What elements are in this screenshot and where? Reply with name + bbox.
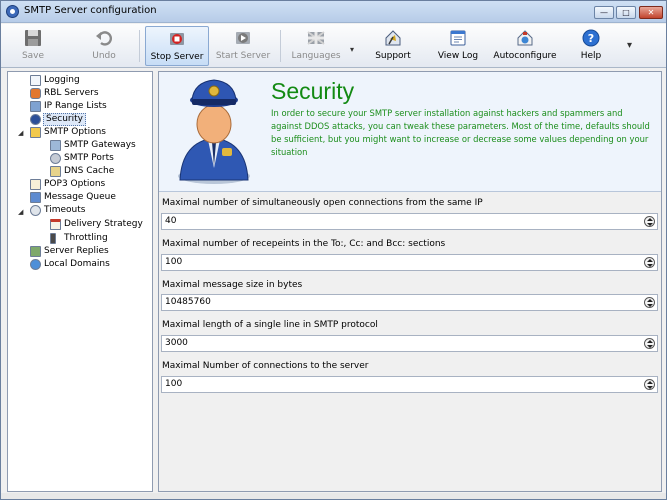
tree-item-label: Logging [44, 75, 80, 85]
main-panel [158, 71, 662, 492]
calendar-icon [50, 219, 61, 230]
stop-server-icon [168, 30, 186, 48]
spinner-icon[interactable] [644, 379, 655, 390]
toolbar-separator [280, 30, 281, 62]
max-line-length-field[interactable] [161, 335, 658, 352]
navigation-tree [7, 71, 153, 492]
autoconfigure-icon [516, 29, 534, 47]
tree-item-label: DNS Cache [64, 166, 115, 176]
tree-item-label: SMTP Options [44, 127, 106, 137]
support-label: Support [375, 51, 411, 61]
save-label: Save [21, 51, 45, 61]
tree-item-label: RBL Servers [44, 88, 99, 98]
view-log-button[interactable] [435, 26, 481, 66]
field-label-connections-per-ip: Maximal number of simultaneously open connections from the same IP [162, 198, 483, 208]
dns-icon [50, 166, 61, 177]
field-label-max-recipients: Maximal number of recepeints in the To:, Cc: and Bcc: sections [162, 239, 446, 249]
view-log-label: View Log [437, 51, 479, 61]
clock-icon [30, 205, 41, 216]
reply-icon [30, 246, 41, 257]
tree-item-label: Local Domains [44, 259, 110, 269]
svg-text:?: ? [587, 32, 595, 45]
tree-expander[interactable]: ◢ [18, 129, 24, 137]
undo-button[interactable] [82, 26, 126, 66]
stop-server-button[interactable] [145, 26, 209, 66]
tree-item-label: POP3 Options [44, 179, 106, 189]
tree-item-label: Delivery Strategy [64, 219, 143, 229]
flag-icon [307, 29, 325, 47]
tree-item-label: Server Replies [44, 246, 109, 256]
languages-label: Languages [291, 51, 341, 61]
tree-item-label: Timeouts [44, 205, 86, 215]
title-bar[interactable] [1, 1, 666, 23]
window-title: SMTP Server configuration [24, 5, 157, 16]
toolbar-overflow-arrow[interactable]: ▾ [627, 40, 633, 51]
tree-item-label: Security [43, 113, 86, 126]
page-title: Security [271, 78, 355, 104]
status-bar [1, 493, 666, 499]
help-button[interactable] [572, 26, 610, 66]
police-icon [30, 114, 41, 125]
help-label: Help [580, 51, 602, 61]
spinner-icon[interactable] [644, 297, 655, 308]
field-value: 40 [165, 216, 177, 226]
gateway-icon [50, 140, 61, 151]
autoconfigure-button[interactable] [493, 26, 557, 66]
max-connections-field[interactable] [161, 376, 658, 393]
undo-icon [95, 29, 113, 47]
support-button[interactable] [371, 26, 415, 66]
spinner-icon[interactable] [644, 338, 655, 349]
start-server-label: Start Server [215, 51, 271, 61]
field-value: 100 [165, 257, 183, 267]
field-label-max-message-size: Maximal message size in bytes [162, 280, 303, 290]
maximize-button[interactable]: □ [616, 6, 636, 19]
undo-label: Undo [92, 51, 116, 61]
ports-icon [50, 153, 61, 164]
globe-icon [30, 259, 41, 270]
queue-icon [30, 192, 41, 203]
field-value: 10485760 [165, 297, 211, 307]
app-icon [6, 5, 19, 18]
police-officer-icon [174, 76, 254, 186]
network-icon [30, 101, 41, 112]
start-server-icon [234, 29, 252, 47]
spinner-icon[interactable] [644, 216, 655, 227]
tree-item-label: SMTP Gateways [64, 140, 136, 150]
help-icon [582, 29, 600, 47]
languages-dropdown-arrow[interactable]: ▾ [350, 45, 355, 54]
minimize-button[interactable]: — [594, 6, 614, 19]
throttle-icon [50, 233, 56, 244]
floppy-disk-icon [24, 29, 42, 47]
max-recipients-field[interactable] [161, 254, 658, 271]
close-button[interactable]: ✕ [639, 6, 663, 19]
toolbar-separator [139, 30, 140, 62]
document-icon [30, 75, 41, 86]
start-server-button[interactable] [214, 26, 272, 66]
field-value: 3000 [165, 338, 188, 348]
max-message-size-field[interactable] [161, 294, 658, 311]
field-label-max-connections: Maximal Number of connections to the server [162, 361, 369, 371]
folder-icon [30, 127, 41, 138]
database-icon [30, 88, 41, 99]
stop-server-label: Stop Server [150, 52, 204, 62]
spinner-icon[interactable] [644, 257, 655, 268]
autoconfigure-label: Autoconfigure [493, 51, 557, 61]
tree-item-label: Throttling [64, 233, 108, 243]
tree-item-label: SMTP Ports [64, 153, 114, 163]
log-window-icon [449, 29, 467, 47]
support-icon [384, 29, 402, 47]
page-description: In order to secure your SMTP server installation against hackers and spammers and against DDOS attacks, you can tweak these parameters. Most of the time, defaults should be sufficient, but you might want to increase or decrease some values depending on your situation [271, 108, 650, 157]
languages-button[interactable] [287, 26, 345, 66]
mail-icon [30, 179, 41, 190]
tree-item-label: Message Queue [44, 192, 116, 202]
save-button[interactable] [13, 26, 53, 66]
tree-item-label: IP Range Lists [44, 101, 107, 111]
field-value: 100 [165, 379, 183, 389]
connections-per-ip-field[interactable] [161, 213, 658, 230]
toolbar [1, 24, 666, 68]
tree-expander[interactable]: ◢ [18, 208, 24, 216]
field-label-max-line-length: Maximal length of a single line in SMTP protocol [162, 320, 378, 330]
security-header [159, 72, 661, 192]
